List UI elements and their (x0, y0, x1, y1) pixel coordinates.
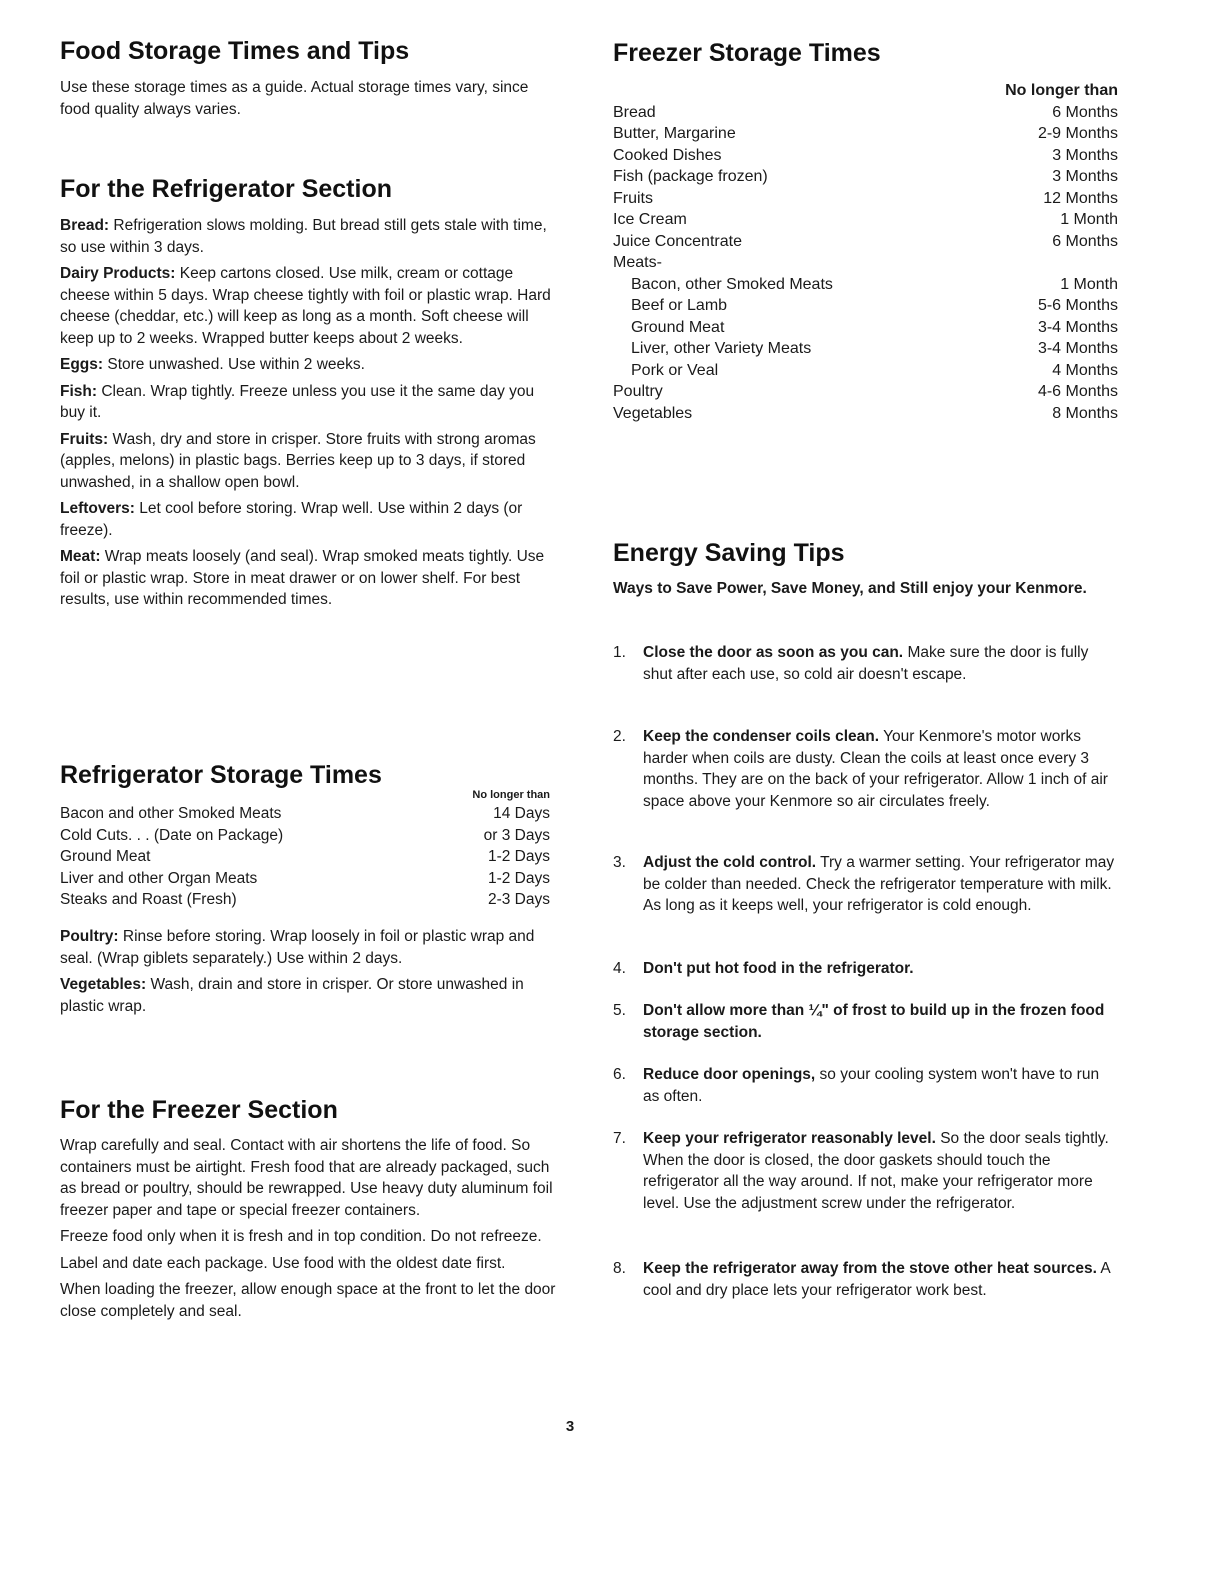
tip-body (643, 1064, 1118, 1107)
table-row (613, 231, 1118, 253)
tip-number: 8. (613, 1260, 626, 1277)
row-time: 2-3 Days (487, 891, 550, 908)
energy-subtitle: Ways to Save Power, Save Money, and Still enjoy your Kenmore. (613, 580, 1087, 597)
table-row (60, 825, 550, 847)
tip-body (643, 726, 1118, 812)
row-item: Steaks and Roast (Fresh) (60, 891, 237, 908)
tip-text: Clean. Wrap tightly. Freeze unless you use it the same day you buy it. (60, 382, 535, 421)
tip-bold: Don't put hot food in the refrigerator. (643, 960, 914, 977)
tip-label: Dairy Products: (60, 265, 176, 282)
tip-text: Store unwashed. Use within 2 weeks. (107, 356, 365, 373)
row-time: 6 Months (1052, 232, 1118, 250)
energy-tip (613, 1064, 1118, 1107)
freezer-section-text (60, 1135, 560, 1322)
tip-label: Bread: (60, 217, 110, 234)
tip-label: Fruits: (60, 430, 109, 448)
row-item: Liver and other Organ Meats (60, 869, 258, 887)
row-time: 14 Days (493, 805, 550, 822)
row-item: Ground Meat (60, 848, 151, 865)
tip-bread (60, 215, 560, 258)
row-time: 1 Month (1060, 275, 1118, 293)
row-item: Bread (613, 103, 656, 121)
tip-text: Let cool before storing. Wrap well. Use within 2 days (or freeze). (60, 500, 523, 539)
tip-number: 1. (613, 644, 626, 661)
table-row (613, 102, 1118, 124)
row-time: 3-4 Months (1037, 340, 1118, 357)
row-time: 4 Months (1052, 361, 1118, 379)
row-item: Cold Cuts. . . (Date on Package) (60, 826, 284, 844)
row-time: 3 Months (1052, 146, 1118, 164)
note-poultry (60, 926, 560, 969)
row-time: 5-6 Months (1037, 297, 1118, 314)
table-row (613, 317, 1118, 339)
table-row (60, 868, 550, 890)
fridge-times-heading: Refrigerator Storage Times (60, 761, 382, 789)
fridge-times-header: No longer than (472, 789, 550, 801)
tip-number: 3. (613, 854, 626, 871)
freezer-times-heading: Freezer Storage Times (613, 39, 881, 67)
table-row (613, 360, 1118, 382)
row-item: Fruits (613, 189, 653, 207)
tip-fish (60, 381, 560, 424)
row-item: Ground Meat (631, 318, 725, 336)
row-time: 1-2 Days (487, 869, 550, 887)
freezer-paragraph: When loading the freezer, allow enough space at the front to let the door close completely and seal. (60, 1281, 556, 1320)
intro-text: Use these storage times as a guide. Actual storage times vary, since food quality always varies. (60, 79, 529, 118)
freezer-times-table (613, 80, 1118, 424)
note-text: Wash, drain and store in crisper. Or store unwashed in plastic wrap. (60, 976, 524, 1015)
row-time: 4-6 Months (1037, 383, 1118, 400)
table-row (613, 188, 1118, 210)
tip-body (643, 958, 1118, 980)
table-row (613, 338, 1118, 360)
row-item: Beef or Lamb (631, 297, 728, 314)
row-item: Ice Cream (613, 211, 687, 228)
tip-body (643, 1258, 1118, 1301)
note-label: Vegetables: (60, 976, 147, 993)
table-row (613, 381, 1118, 403)
row-time: 1-2 Days (487, 848, 550, 865)
table-row (613, 274, 1118, 296)
tip-text: Keep cartons closed. Use milk, cream or cottage cheese within 5 days. Wrap cheese tightly with foil or plastic wrap. Hard cheese (cheddar, etc.) will keep as long as a month. Soft cheese will keep up to 2 weeks. Wrapped butter keeps about 2 weeks. (60, 265, 551, 347)
page-title: Food Storage Times and Tips (60, 37, 410, 65)
row-item: Meats- (613, 254, 662, 271)
tip-text: So the door seals tightly. When the door is closed, the door gaskets should touch the refrigerator all the way around. If not, make your refrigerator more level. Use the adjustment screw under the refrigerator. (643, 1130, 1109, 1212)
tip-bold: Don't allow more than ¼" of frost to build up in the frozen food storage section. (643, 1002, 1105, 1041)
table-row (60, 803, 550, 825)
page-number: 3 (565, 1418, 575, 1435)
tip-text: A cool and dry place lets your refrigerator work best. (643, 1260, 1110, 1299)
row-time: 8 Months (1052, 404, 1118, 422)
table-row (613, 145, 1118, 167)
table-row (613, 295, 1118, 317)
fridge-section-tips (60, 215, 560, 611)
energy-tip (613, 1128, 1118, 1214)
row-item: Butter, Margarine (613, 125, 736, 142)
energy-tip (613, 726, 1118, 812)
row-item: Fish (package frozen) (613, 168, 768, 185)
tip-text: Make sure the door is fully shut after each use, so cold air doesn't escape. (643, 644, 1089, 683)
row-time: 3 Months (1052, 168, 1118, 185)
row-time: 3-4 Months (1037, 318, 1118, 336)
tip-leftovers (60, 498, 560, 541)
tip-body (643, 1128, 1118, 1214)
tip-text: Wrap meats loosely (and seal). Wrap smoked meats tightly. Use foil or plastic wrap. Store in meat drawer or on lower shelf. For best results, use within recommended times. (60, 548, 545, 608)
tip-text: Try a warmer setting. Your refrigerator may be colder than needed. Check the refrigerator temperature with milk. As long as it keeps well, your refrigerator is cold enough. (643, 854, 1115, 914)
freezer-times-header: No longer than (1005, 82, 1118, 99)
energy-tip (613, 642, 1118, 685)
table-row (613, 166, 1118, 188)
freezer-paragraph: Freeze food only when it is fresh and in top condition. Do not refreeze. (60, 1228, 542, 1245)
tip-number: 2. (613, 728, 626, 745)
freezer-section-heading: For the Freezer Section (60, 1096, 338, 1124)
tip-bold: Keep your refrigerator reasonably level. (643, 1130, 936, 1147)
energy-heading: Energy Saving Tips (613, 539, 845, 567)
row-time: 12 Months (1043, 189, 1118, 207)
tip-bold: Adjust the cold control. (643, 854, 817, 871)
row-item: Poultry (613, 383, 663, 400)
tip-bold: Keep the condenser coils clean. (643, 728, 880, 745)
energy-tip (613, 958, 1118, 980)
tip-text: Your Kenmore's motor works harder when coils are dusty. Clean the coils at least once every 3 months. They are on the back of your refrigerator. Allow 1 inch of air space above your Kenmore so air circulates freely. (643, 728, 1108, 810)
fridge-times-notes (60, 926, 560, 1017)
tip-bold: Keep the refrigerator away from the stove other heat sources. (643, 1260, 1097, 1277)
row-item: Vegetables (613, 404, 693, 422)
tip-text: so your cooling system won't have to run as often. (643, 1066, 1100, 1105)
table-row (613, 252, 1118, 274)
tip-body (643, 642, 1118, 685)
tip-number: 4. (613, 960, 626, 977)
row-item: Liver, other Variety Meats (631, 340, 812, 357)
tip-body (643, 852, 1118, 917)
fridge-times-table (60, 788, 550, 911)
tip-label: Fish: (60, 382, 98, 400)
tip-text: Refrigeration slows molding. But bread still gets stale with time, so use within 3 days. (60, 217, 547, 256)
tip-number: 7. (613, 1130, 626, 1147)
table-row (613, 403, 1118, 425)
note-text: Rinse before storing. Wrap loosely in foil or plastic wrap and seal. (Wrap giblets separately.) Use within 2 days. (60, 928, 535, 967)
table-row (60, 846, 550, 868)
row-item: Cooked Dishes (613, 146, 722, 164)
row-item: Juice Concentrate (613, 232, 742, 250)
row-time: 6 Months (1052, 103, 1118, 121)
table-row (60, 889, 550, 911)
tip-eggs (60, 354, 560, 376)
row-item: Bacon and other Smoked Meats (60, 805, 282, 822)
row-item: Bacon, other Smoked Meats (631, 275, 833, 293)
table-row (613, 123, 1118, 145)
tip-dairy (60, 263, 560, 349)
energy-tip (613, 1258, 1118, 1301)
tip-label: Eggs: (60, 356, 104, 373)
note-label: Poultry: (60, 928, 119, 945)
energy-tip (613, 1000, 1118, 1043)
note-vegetables (60, 974, 560, 1017)
tip-bold: Close the door as soon as you can. (643, 644, 904, 661)
freezer-paragraph: Wrap carefully and seal. Contact with air shortens the life of food. So containers must be airtight. Fresh food that are already packaged, such as bread or poultry, should be rewrapped. Use heavy duty aluminum foil freezer paper and tape or special freezer containers. (60, 1137, 553, 1219)
fridge-section-heading: For the Refrigerator Section (60, 175, 392, 203)
tip-fruits (60, 429, 560, 494)
tip-text: Wash, dry and store in crisper. Store fruits with strong aromas (apples, melons) in plastic bags. Berries keep up to 3 days, if stored unwashed, in a shallow open bowl. (60, 430, 536, 491)
tip-number: 5. (613, 1002, 626, 1019)
tip-meat (60, 546, 560, 611)
tip-body (643, 1000, 1118, 1043)
tip-bold: Reduce door openings, (643, 1066, 816, 1083)
tip-label: Meat: (60, 548, 101, 565)
tip-label: Leftovers: (60, 500, 135, 517)
row-time (998, 252, 1118, 274)
tip-number: 6. (613, 1066, 626, 1083)
row-time: 1 Month (1060, 211, 1118, 228)
row-item: Pork or Veal (631, 361, 719, 379)
row-time: 2-9 Months (1037, 125, 1118, 142)
energy-tip (613, 852, 1118, 917)
row-time: or 3 Days (483, 826, 550, 844)
table-row (613, 209, 1118, 231)
freezer-paragraph: Label and date each package. Use food with the oldest date first. (60, 1254, 506, 1272)
